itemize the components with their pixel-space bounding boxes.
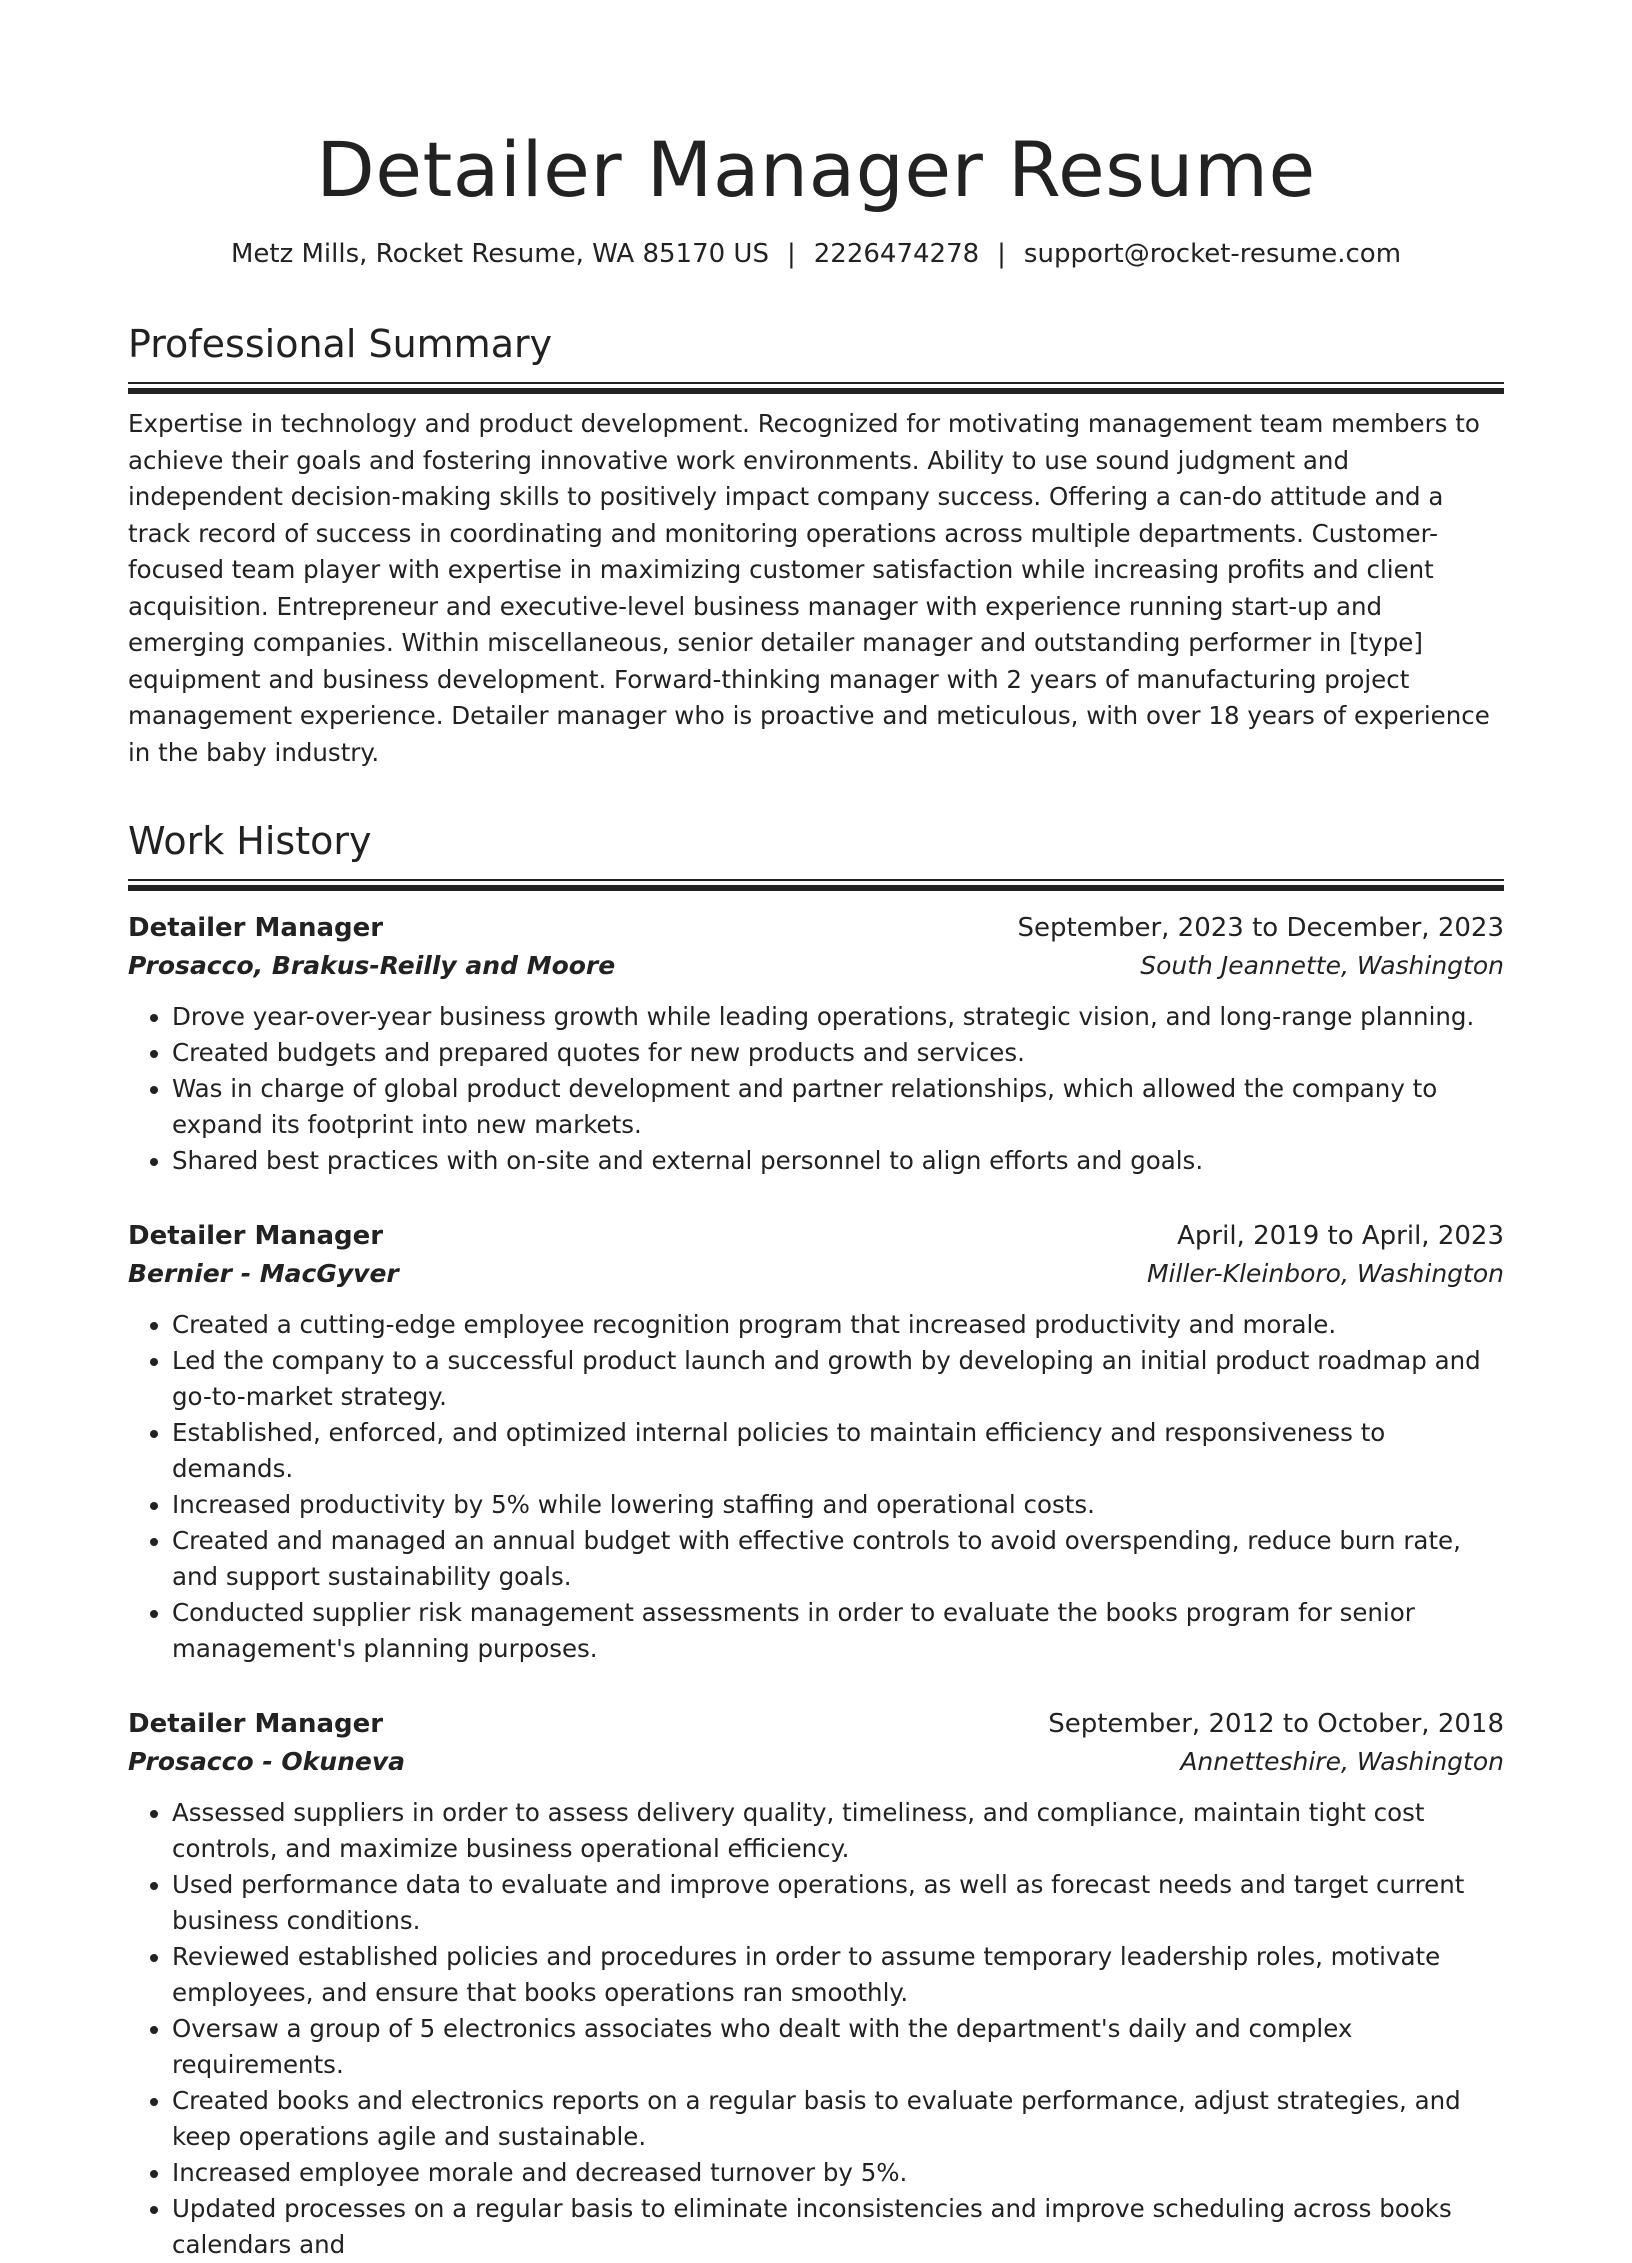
job-header-row	[128, 1217, 1504, 1255]
job-entry	[128, 1705, 1504, 2263]
bullet-item: • Was in charge of global product development and partner relationships, which allowed the company to expand its footprint into new markets.	[172, 1071, 1504, 1143]
bullet-item: • Created budgets and prepared quotes for new products and services.	[172, 1035, 1504, 1071]
job-company-row	[128, 1255, 1504, 1293]
job-dates: September, 2023 to December, 2023	[1017, 913, 1504, 943]
bullet-item: • Created and managed an annual budget with effective controls to avoid overspending, reduce burn rate, and support sustainability goals.	[172, 1523, 1504, 1595]
job-entry	[128, 1217, 1504, 1667]
resume-content	[128, 0, 1504, 2263]
job-company-row	[128, 1743, 1504, 1781]
bullet-item: • Created a cutting-edge employee recognition program that increased productivity and morale.	[172, 1307, 1504, 1343]
bullet-item: • Conducted supplier risk management assessments in order to evaluate the books program for senior management's planning purposes.	[172, 1595, 1504, 1667]
job-header-row	[128, 909, 1504, 947]
section-title-work-history: Work History	[128, 819, 372, 863]
contact-separator: |	[997, 239, 1006, 269]
bullet-item: • Led the company to a successful product launch and growth by developing an initial product roadmap and go-to-market strategy.	[172, 1343, 1504, 1415]
job-company-row	[128, 947, 1504, 985]
section-divider	[128, 879, 1504, 891]
job-title: Detailer Manager	[128, 1709, 384, 1739]
bullet-item: • Shared best practices with on-site and external personnel to align efforts and goals.	[172, 1143, 1504, 1179]
bullet-item: • Updated processes on a regular basis to eliminate inconsistencies and improve scheduling across books calendars and	[172, 2191, 1504, 2263]
job-bullets	[128, 1795, 1504, 2263]
contact-line	[128, 236, 1504, 272]
job-location: Miller-Kleinboro, Washington	[1146, 1259, 1504, 1288]
bullet-item: • Assessed suppliers in order to assess delivery quality, timeliness, and compliance, maintain tight cost controls, and maximize business operational efficiency.	[172, 1795, 1504, 1867]
bullet-item: • Established, enforced, and optimized internal policies to maintain efficiency and responsiveness to demands.	[172, 1415, 1504, 1487]
bullet-item: • Drove year-over-year business growth while leading operations, strategic vision, and long-range planning.	[172, 999, 1504, 1035]
job-company: Prosacco, Brakus-Reilly and Moore	[128, 951, 616, 980]
bullet-item: • Increased employee morale and decreased turnover by 5%.	[172, 2155, 1504, 2191]
job-company: Prosacco - Okuneva	[128, 1747, 406, 1776]
contact-phone: 2226474278	[813, 239, 980, 269]
bullet-item: • Reviewed established policies and procedures in order to assume temporary leadership roles, motivate employees, and ensure that books operations ran smoothly.	[172, 1939, 1504, 2011]
bullet-item: • Oversaw a group of 5 electronics associates who dealt with the department's daily and complex requirements.	[172, 2011, 1504, 2083]
section-divider	[128, 382, 1504, 394]
professional-summary-section	[128, 320, 1504, 771]
section-title-summary: Professional Summary	[128, 322, 553, 366]
job-title: Detailer Manager	[128, 1221, 384, 1251]
job-dates: September, 2012 to October, 2018	[1048, 1709, 1504, 1739]
job-location: South Jeannette, Washington	[1140, 951, 1504, 980]
summary-text: Expertise in technology and product development. Recognized for motivating management team members to achieve their goals and fostering innovative work environments. Ability to use sound judgment and independent decision-making skills to positively impact company success. Offering a can-do attitude and a track record of success in coordinating and monitoring operations across multiple departments. Customer-focused team player with expertise in maximizing customer satisfaction while increasing profits and client acquisition. Entrepreneur and executive-level business manager with experience running start-up and emerging companies. Within miscellaneous, senior detailer manager and outstanding performer in [type] equipment and business development. Forward-thinking manager with 2 years of manufacturing project management experience. Detailer manager who is proactive and meticulous, with over 18 years of experience in the baby industry.	[128, 409, 1490, 767]
job-location: Annetteshire, Washington	[1180, 1747, 1504, 1776]
contact-address: Metz Mills, Rocket Resume, WA 85170 US	[230, 239, 769, 269]
job-title: Detailer Manager	[128, 913, 384, 943]
work-history-section	[128, 817, 1504, 2263]
resume-title: Detailer Manager Resume	[316, 125, 1316, 214]
job-company: Bernier - MacGyver	[128, 1259, 399, 1288]
contact-email[interactable]: support@rocket-resume.com	[1023, 239, 1402, 269]
bullet-item: • Created books and electronics reports on a regular basis to evaluate performance, adjust strategies, and keep operations agile and sustainable.	[172, 2083, 1504, 2155]
bullet-item: • Increased productivity by 5% while lowering staffing and operational costs.	[172, 1487, 1504, 1523]
job-dates: April, 2019 to April, 2023	[1177, 1221, 1504, 1251]
job-bullets	[128, 999, 1504, 1179]
contact-separator: |	[786, 239, 796, 269]
job-bullets	[128, 1307, 1504, 1667]
job-entry	[128, 909, 1504, 1179]
bullet-item: • Used performance data to evaluate and improve operations, as well as forecast needs and target current business conditions.	[172, 1867, 1504, 1939]
job-header-row	[128, 1705, 1504, 1743]
